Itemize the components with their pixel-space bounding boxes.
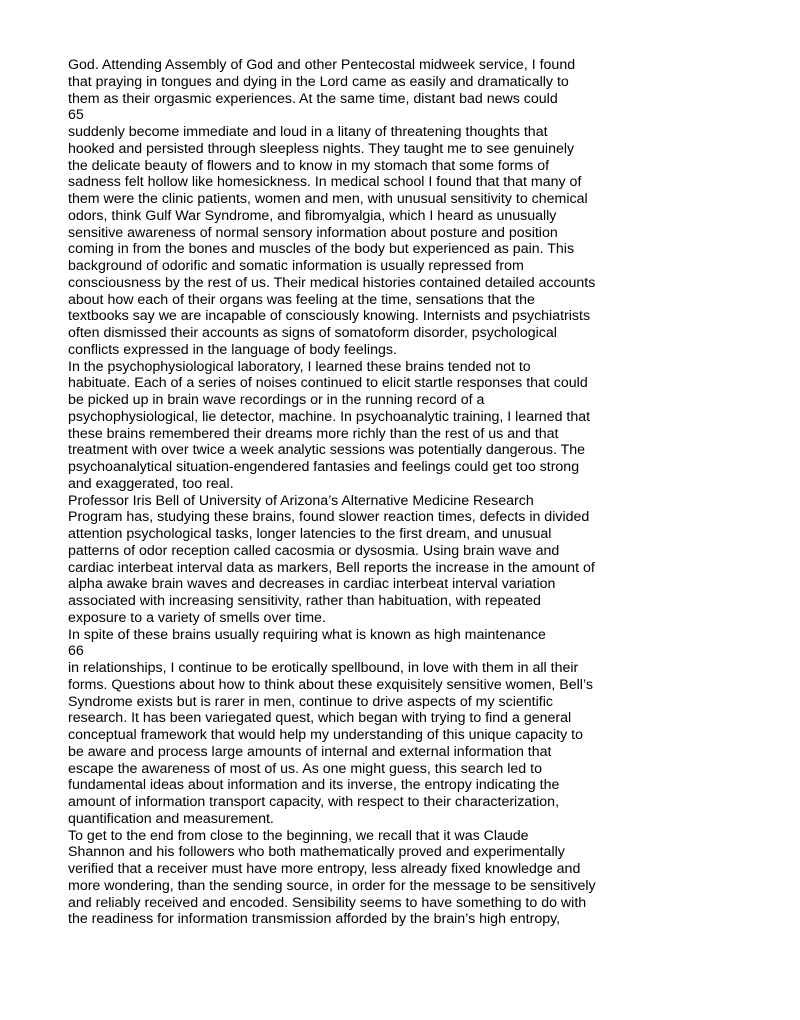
text-line: God. Attending Assembly of God and other Pentecostal midweek service, I found — [68, 57, 576, 73]
text-line: consciousness by the rest of us. Their medical histories contained detailed accounts — [68, 274, 596, 291]
text-line: verified that a receiver must have more entropy, less already fixed knowledge and — [68, 861, 581, 877]
text-line: textbooks say we are incapable of consciously knowing. Internists and psychiatrists — [68, 308, 591, 325]
text-line: attention psychological tasks, longer latencies to the first dream, and unusual — [68, 526, 552, 542]
text-line: Syndrome exists but is rarer in men, continue to drive aspects of my scientific — [68, 693, 553, 710]
text-line: more wondering, than the sending source, in order for the message to be sensitively — [68, 877, 596, 894]
text-line: these brains remembered their dreams more richly than the rest of us and that — [68, 425, 559, 442]
text-line: coming in from the bones and muscles of the body but experienced as pain. This — [68, 241, 575, 258]
text-line: treatment with over twice a week analytic sessions was potentially dangerous. The — [68, 442, 586, 459]
text-line: cardiac interbeat interval data as markers, Bell reports the increase in the amount of — [68, 559, 595, 576]
text-line: Shannon and his followers who both mathematically proved and experimentally — [68, 844, 565, 861]
page-number: 65 — [68, 107, 84, 124]
text-line: be picked up in brain wave recordings or in the running record of a — [68, 392, 485, 408]
text-line: and reliably received and encoded. Sensibility seems to have something to do with — [68, 894, 587, 911]
document-page — [68, 57, 768, 945]
text-line: often dismissed their accounts as signs of somatoform disorder, psychological — [68, 325, 557, 341]
page-number: 66 — [68, 643, 84, 660]
text-line: To get to the end from close to the beginning, we recall that it was Claude — [68, 827, 529, 844]
text-line: that praying in tongues and dying in the Lord came as easily and dramatically to — [68, 73, 569, 90]
text-line: be aware and process large amounts of internal and external information that — [68, 743, 552, 760]
text-line: forms. Questions about how to think about these exquisitely sensitive women, Bell’s — [68, 676, 593, 693]
text-line: sensitive awareness of normal sensory information about posture and position — [68, 224, 558, 241]
text-line: conflicts expressed in the language of body feelings. — [68, 341, 397, 358]
text-line: habituate. Each of a series of noises continued to elicit startle responses that could — [68, 375, 588, 392]
text-line: quantification and measurement. — [68, 810, 274, 827]
text-line: research. It has been variegated quest, which began with trying to find a general — [68, 710, 572, 727]
text-line: them as their orgasmic experiences. At the same time, distant bad news could — [68, 90, 558, 107]
text-line: patterns of odor reception called cacosmia or dysosmia. Using brain wave and — [68, 542, 560, 559]
text-line: the delicate beauty of flowers and to know in my stomach that some forms of — [68, 157, 550, 174]
text-line: In spite of these brains usually requiring what is known as high maintenance — [68, 626, 546, 643]
text-line — [68, 928, 768, 945]
text-line: background of odorific and somatic information is usually repressed from — [68, 258, 524, 274]
text-line: fundamental ideas about information and its inverse, the entropy indicating the — [68, 777, 560, 794]
text-line: amount of information transport capacity, with respect to their characterization, — [68, 794, 560, 810]
text-line: about how each of their organs was feeling at the time, sensations that the — [68, 291, 535, 308]
text-line: Professor Iris Bell of University of Arizona’s Alternative Medicine Research — [68, 492, 534, 509]
text-line: and exaggerated, too real. — [68, 475, 234, 492]
text-line: odors, think Gulf War Syndrome, and fibromyalgia, which I heard as unusually — [68, 207, 557, 224]
text-line: exposure to a variety of smells over time. — [68, 609, 326, 626]
text-line: hooked and persisted through sleepless nights. They taught me to see genuinely — [68, 140, 575, 157]
text-line: sadness felt hollow like homesickness. In medical school I found that that many of — [68, 174, 582, 191]
text-line: suddenly become immediate and loud in a litany of threatening thoughts that — [68, 124, 548, 140]
text-line: In the psychophysiological laboratory, I learned these brains tended not to — [68, 358, 531, 375]
text-line: them were the clinic patients, women and men, with unusual sensitivity to chemical — [68, 191, 588, 207]
text-line: psychophysiological, lie detector, machine. In psychoanalytic training, I learned that — [68, 408, 591, 425]
text-line: escape the awareness of most of us. As one might guess, this search led to — [68, 760, 542, 777]
text-line: conceptual framework that would help my understanding of this unique capacity to — [68, 727, 583, 743]
text-line: associated with increasing sensitivity, rather than habituation, with repeated — [68, 593, 541, 609]
text-line: alpha awake brain waves and decreases in cardiac interbeat interval variation — [68, 576, 556, 593]
text-line: Program has, studying these brains, found slower reaction times, defects in divided — [68, 509, 590, 526]
text-line: psychoanalytical situation-engendered fantasies and feelings could get too strong — [68, 459, 580, 475]
text-line: the readiness for information transmission afforded by the brain’s high entropy, — [68, 911, 561, 928]
text-line: in relationships, I continue to be erotically spellbound, in love with them in all their — [68, 660, 579, 676]
